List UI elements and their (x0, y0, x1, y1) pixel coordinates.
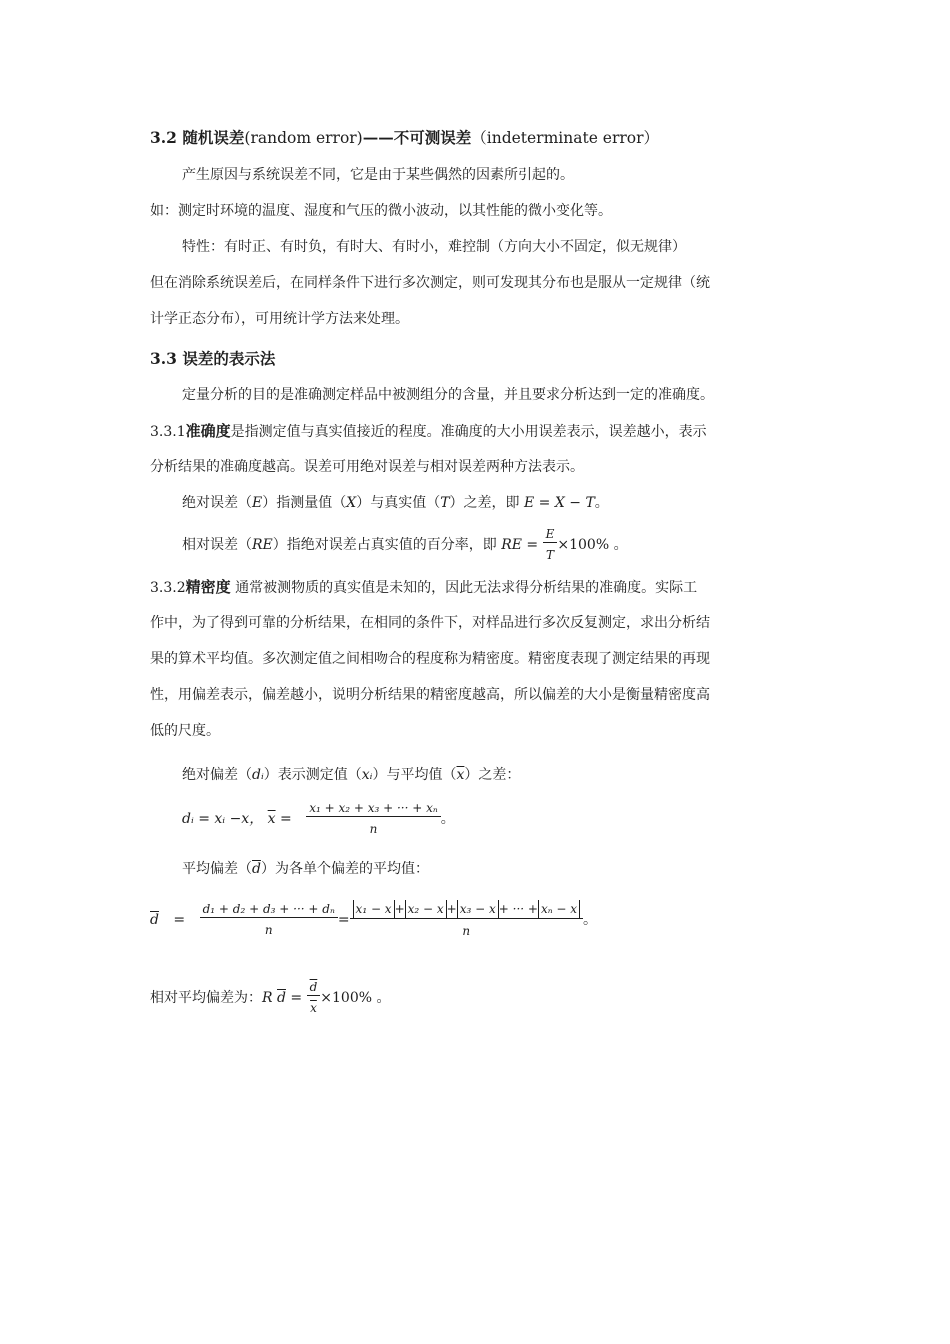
numerator (350, 900, 584, 919)
denominator: n (264, 923, 273, 937)
var-di: dᵢ (252, 767, 264, 783)
var-dbar: $\overline{d}$ (277, 990, 286, 1006)
paragraph: 但在消除系统误差后，在同样条件下进行多次测定，则可发现其分布也是服从一定规律（统 (150, 275, 710, 291)
denominator: n (369, 822, 378, 836)
subsection-number: 3.3.2 (150, 580, 186, 596)
fraction-E-over-T (543, 526, 558, 564)
var-E: E (252, 495, 263, 511)
text: 。 (440, 811, 455, 827)
text: ）为各单个偏差的平均值： (260, 861, 429, 877)
term-precision: 精密度 (185, 578, 231, 596)
numerator: E (543, 526, 558, 543)
text: ）表示测定值（ (263, 767, 362, 783)
heading-text: 误差的表示法 (182, 349, 276, 368)
average-deviation-definition (182, 860, 429, 878)
var-T: T (440, 495, 450, 511)
equals: = (275, 811, 297, 827)
paragraph: 特性：有时正、有时负，有时大、有时小，难控制（方向大小不固定，似无规律） (182, 239, 686, 255)
paragraph-text: 是指测定值与真实值接近的程度。准确度的大小用误差表示，误差越小，表示 (230, 424, 707, 440)
paragraph: 定量分析的目的是准确测定样品中被测组分的含量，并且要求分析达到一定的准确度。 (182, 387, 714, 403)
var-RE: RE (252, 537, 273, 553)
fraction-sum-d (200, 901, 338, 939)
heading-term-2-en: （indeterminate error） (471, 129, 660, 147)
fraction-dbar-over-xbar (307, 979, 321, 1017)
subsection-number: 3.3.1 (150, 424, 186, 440)
text: ）之差： (464, 767, 521, 783)
var-dbar: $\overline{d}$ (252, 861, 261, 877)
formula-tail: ×100% 。 (557, 537, 628, 553)
text: 相对误差（ (182, 537, 252, 553)
text: ）指绝对误差占真实值的百分率，即 (272, 537, 497, 553)
formula-lhs: RE = (501, 537, 539, 553)
text: 绝对偏差（ (182, 767, 252, 783)
abs-term: xₙ − x (538, 900, 580, 918)
paragraph-text: 通常被测物质的真实值是未知的，因此无法求得分析结果的准确度。实际工 (230, 580, 698, 596)
abs-term: x₂ − x (405, 900, 447, 918)
paragraph: 产生原因与系统误差不同，它是由于某些偶然的因素所引起的。 (182, 167, 574, 183)
label: 相对平均偏差为： (150, 990, 262, 1006)
var-R: R (262, 990, 273, 1006)
fraction-mean (306, 800, 441, 838)
text: ）指测量值（ (262, 495, 347, 511)
heading-number: 3.3 (150, 349, 177, 368)
formula-average-deviation (150, 900, 597, 940)
term-accuracy: 准确度 (185, 422, 231, 440)
denominator: x (310, 1001, 317, 1015)
paragraph: 果的算术平均值。多次测定值之间相吻合的程度称为精密度。精密度表现了测定结果的再现 (150, 651, 710, 667)
text: 。 (583, 912, 598, 928)
absolute-deviation-definition (182, 766, 520, 784)
paragraph: 作中，为了得到可靠的分析结果，在相同的条件下，对样品进行多次反复测定，求出分析结 (150, 615, 710, 631)
plus: + (446, 902, 457, 916)
formula-tail: ×100% 。 (320, 990, 391, 1006)
equals: = (337, 912, 350, 928)
formula-deviation-mean (182, 800, 455, 838)
absolute-error-definition (182, 494, 609, 512)
section-3-3-heading (150, 350, 275, 368)
numerator: d₁ + d₂ + d₃ + ··· + dₙ (200, 901, 338, 918)
numerator: x₁ + x₂ + x₃ + ··· + xₙ (306, 800, 441, 817)
fraction-sum-abs (350, 900, 584, 940)
section-3-3-2-paragraph (150, 578, 697, 597)
relative-error-definition (182, 526, 628, 564)
heading-term-2: 不可测误差 (393, 128, 472, 147)
formula-dbar: $\overline{d}$ (150, 912, 159, 928)
var-X: X (346, 495, 357, 511)
formula-di: dᵢ = xᵢ −x， (182, 811, 264, 827)
paragraph: 低的尺度。 (150, 723, 220, 739)
formula-xbar: $\overline{x}$ (267, 811, 276, 827)
relative-average-deviation (150, 978, 391, 1018)
dots: + ··· + (498, 902, 538, 916)
numerator: $\overline{d}$ (307, 979, 321, 996)
text: 绝对误差（ (182, 495, 252, 511)
text: ）与平均值（ (372, 767, 457, 783)
paragraph: 计学正态分布），可用统计学方法来处理。 (150, 311, 409, 327)
paragraph: 分析结果的准确度越高。误差可用绝对误差与相对误差两种方法表示。 (150, 459, 584, 475)
text: 平均偏差（ (182, 861, 252, 877)
heading-term-en: (random error) (244, 129, 363, 147)
denominator: n (462, 924, 471, 938)
section-3-2-heading (150, 129, 659, 147)
paragraph: 如：测定时环境的温度、湿度和气压的微小波动，以其性能的微小变化等。 (150, 203, 612, 219)
section-3-3-1-paragraph (150, 422, 707, 441)
paragraph: 性，用偏差表示，偏差越小，说明分析结果的精密度越高，所以偏差的大小是衡量精密度高 (150, 687, 710, 703)
equals: = (173, 912, 186, 928)
var-xi: xᵢ (361, 767, 373, 783)
heading-term: 随机误差 (182, 128, 245, 147)
heading-dash: —— (362, 128, 394, 147)
heading-number: 3.2 (150, 128, 177, 147)
var-xbar: $\overline{x}$ (456, 767, 465, 783)
equals: = (285, 990, 307, 1006)
plus: + (394, 902, 405, 916)
abs-term: x₃ − x (457, 900, 499, 918)
formula-absolute-error: E = X − T (524, 495, 595, 511)
text: 。 (594, 495, 609, 511)
text: ）与真实值（ (356, 495, 441, 511)
abs-term: x₁ − x (353, 900, 395, 918)
denominator: T (546, 548, 555, 562)
text: ）之差，即 (449, 495, 520, 511)
